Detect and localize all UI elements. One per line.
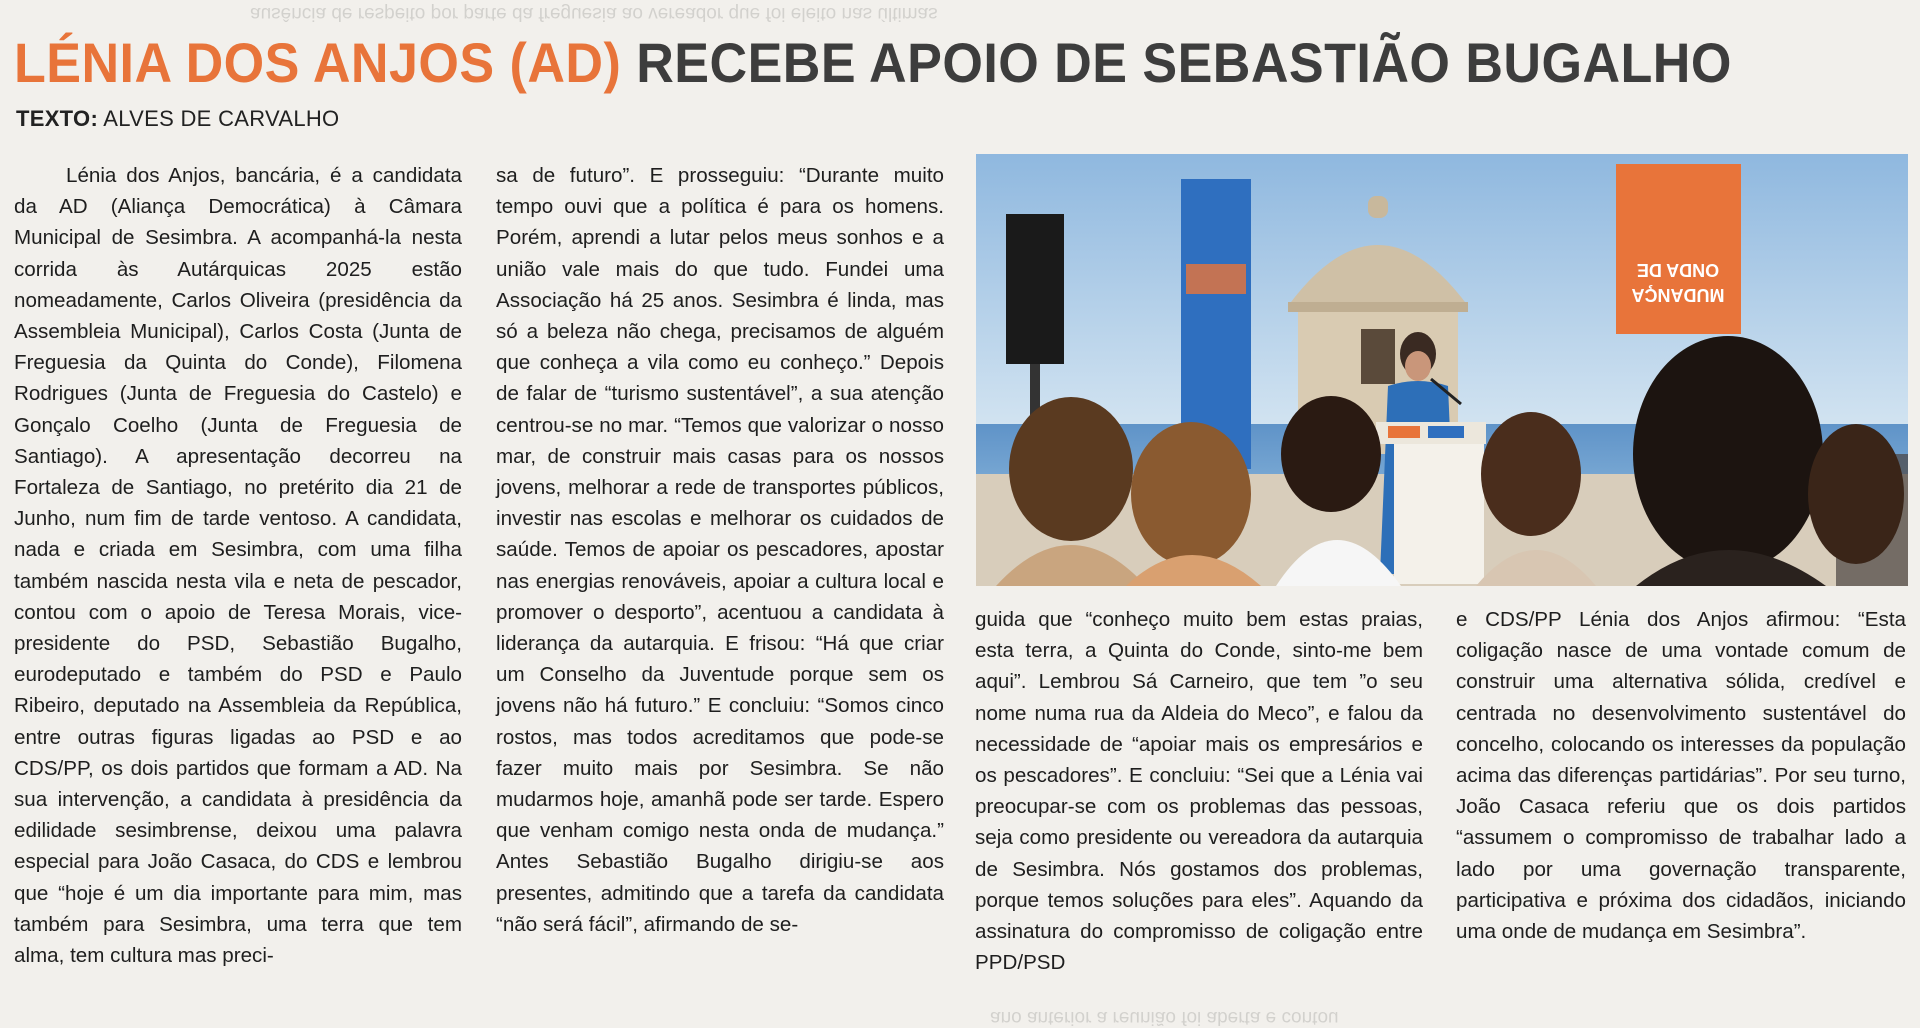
reverse-side-bleed-top: ausência de respeito por parte da freguesia ao vereador que foi eleito nas últimas (250, 3, 938, 24)
headline-candidate: LÉNIA DOS ANJOS (AD) (14, 31, 622, 94)
article-column-2: sa de futuro”. E prosseguiu: “Durante muito tempo ouvi que a política é para os homens. Porém, aprendi a lutar pelos meus sonhos e a união vale mais do que tudo. Fundei uma Associação há 25 anos. Sesimbra é linda, mas só a beleza não chega, precisamos de alguém que conheça a vila como eu conheço.” Depois de falar de “turismo sustentável”, a sua atenção centrou-se no mar. “Temos que valorizar o nosso mar, de construir mais casas para os nossos jovens, melhorar a rede de transportes públicos, investir nas escolas e melhorar os cuidados de saúde. Temos de apoiar os pescadores, apostar nas energias renováveis, apoiar a cultura local e promover o desporto”, acentuou a candidata à liderança da autarquia. E frisou: “Há que criar um Conselho da Juventude porque sem os jovens não há futuro.” E concluiu: “Somos cinco rostos, mas todos acreditamos que pode-se fazer muito mais por Sesimbra. Se não mudarmos hoje, amanhã pode ser tarde. Espero que venham comigo nesta onda de mudança.” Antes Sebastião Bugalho dirigiu-se aos presentes, admitindo que a tarefa da candidata “não será fácil”, afirmando de se- (496, 164, 944, 936)
headline (14, 30, 1732, 95)
event-photo (976, 154, 1908, 586)
article-column-3: guida que “conheço muito bem estas praias, esta terra, a Quinta do Conde, sinto-me bem aqui”. Lembrou Sá Carneiro, que tem ”o seu nome numa rua da Aldeia do Meco”, e falou da necessidade de “apoiar mais os empresários e os pescadores”. E concluiu: “Sei que a Lénia vai preocupar-se com os problemas das pessoas, seja como presidente ou vereadora da autarquia de Sesimbra. Nós gostamos dos problemas, porque temos soluções para eles”. Aquando da assinatura do compromisso de coligação entre PPD/PSD (975, 608, 1423, 975)
banner-text-2: MUDANÇA (1631, 285, 1725, 305)
reverse-side-bleed-bottom: ano anterior a reunião foi aberta e contou (990, 1007, 1339, 1028)
byline (16, 106, 339, 132)
right-banner (1616, 164, 1741, 334)
banner-text-1: ONDA DE (1636, 260, 1720, 280)
headline-rest: RECEBE APOIO DE SEBASTIÃO BUGALHO (636, 31, 1732, 94)
article-column-4: e CDS/PP Lénia dos Anjos afirmou: “Esta coligação nasce de uma vontade comum de construir uma alternativa sólida, credível e centrada no desenvolvimento sustentável do concelho, colocando os interesses da população acima das diferenças partidárias”. Por seu turno, João Casaca referiu que os dois partidos “assumem o compromisso de trabalhar lado a lado por uma governação transparente, participativa e próxima dos cidadãos, iniciando uma onde de mudança em Sesimbra”. (1456, 608, 1906, 944)
byline-label: TEXTO: (16, 106, 99, 131)
byline-author: ALVES DE CARVALHO (103, 106, 340, 131)
article-column-1: Lénia dos Anjos, bancária, é a candidata da AD (Aliança Democrática) à Câmara Municipal de Sesimbra. A acompanhá-la nesta corrida às Autárquicas 2025 estão nomeadamente, Carlos Oliveira (presidência da Assembleia Municipal), Carlos Costa (Junta de Freguesia da Quinta do Conde), Filomena Rodrigues (Junta de Freguesia do Castelo) e Gonçalo Coelho (Junta de Freguesia de Santiago). A apresentação decorreu na Fortaleza de Santiago, no pretérito dia 21 de Junho, num fim de tarde ventoso. A candidata, nada e criada em Sesimbra, com uma filha também nascida nesta vila e neta de pescador, contou com o apoio de Teresa Morais, vice-presidente do PSD, Sebastião Bugalho, eurodeputado e também do PSD e Paulo Ribeiro, deputado na Assembleia da República, entre outras figuras ligadas ao PSD e ao CDS/PP, os dois partidos que formam a AD. Na sua intervenção, a candidata à presidência da edilidade sesimbrense, deixou uma palavra especial para João Casaca, do CDS e lembrou que “hoje é um dia importante para mim, mas também para Sesimbra, uma terra que tem alma, tem cultura mas preci- (14, 164, 462, 968)
